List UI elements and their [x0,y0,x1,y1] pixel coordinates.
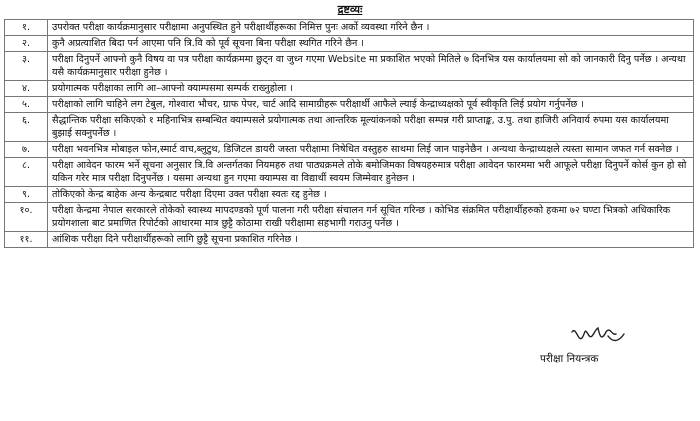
note-text: परीक्षाको लागि चाहिने लग टेबुल, गोश्वारा भौचर, ग्राफ पेपर, चार्ट आदि सामाग्रीहरू परीक्षार्थी आफैले ल्याई केन्द्राध्यक्षको पूर्व स्वीकृति लिई प्रयोग गर्नुपर्नेछ । [48,97,694,113]
note-row [5,113,694,142]
note-row [5,97,694,113]
note-number: ३. [5,52,48,81]
note-row [5,20,694,36]
notes-heading: द्रष्टव्यः [337,3,363,16]
note-number: ५. [5,97,48,113]
note-text: कुनै अप्रत्याशित बिदा पर्न आएमा पनि त्रि.वि को पूर्व सूचना बिना परीक्षा स्थगित गरिने छैन । [48,36,694,52]
note-text: सैद्धान्तिक परीक्षा सकिएको १ महिनाभित्र सम्बन्धित क्याम्पसले प्रयोगात्मक तथा आन्तरिक मूल्यांकनको परीक्षा सम्पन्न गरी प्राप्ताङ्क, उ.पु. तथा हाजिरी अनिवार्य रुपमा यस कार्यालयमा बुझाई सक्नुपर्नेछ । [48,113,694,142]
note-text: परीक्षा आवेदन फारम भर्ने सूचना अनुसार त्रि.वि अन्तर्गतका नियमहरु तथा पाठ्यक्रमले तोके बमोजिमका विषयहरुमात्र परीक्षा आवेदन फारममा भरी आफूले परीक्षा दिनुपर्ने कोर्स कुन हो सो यकिन गरेर मात्र परीक्षा दिनुपर्नेछ । यसमा अन्यथा हुन गएमा क्याम्पस वा विद्यार्थी स्वयम जिम्मेवार हुनेछन । [48,158,694,187]
note-row [5,203,694,232]
note-row [5,187,694,203]
note-text: परीक्षा भवनभित्र मोबाइल फोन,स्मार्ट वाच,ब्लुटुथ, डिजिटल डायरी जस्ता परीक्षामा निषेधित वस्तुहरु साथमा लिई जान पाइनेछैन । अन्यथा केन्द्राध्यक्षले त्यस्ता सामान जफत गर्न सक्नेछ । [48,142,694,158]
note-number: ८. [5,158,48,187]
note-row [5,81,694,97]
note-text: प्रयोगात्मक परीक्षाका लागि आ–आफ्नो क्याम्पसमा सम्पर्क राख्नुहोला । [48,81,694,97]
note-row [5,36,694,52]
note-text: परीक्षा केन्द्रमा नेपाल सरकारले तोकेको स्वास्थ्य मापदण्डको पूर्ण पालना गरी परीक्षा संचालन गर्न सूचित गरिन्छ । कोभिड संक्रमित परीक्षार्थीहरुको हकमा ७२ घण्टा भित्रको अधिकारिक प्रयोगशाला बाट प्रमाणित रिपोर्टको आधारमा मात्र छुट्टै कोठामा राखी परीक्षामा सहभागी गराउनु पर्नेछ । [48,203,694,232]
signatory-title: परीक्षा नियन्त्रक [540,353,599,365]
note-number: ७. [5,142,48,158]
note-row [5,232,694,248]
note-text: उपरोक्त परीक्षा कार्यक्रमानुसार परीक्षामा अनुपस्थित हुने परीक्षार्थीहरूका निमित्त पुनः अर्को व्यवस्था गरिने छैन । [48,20,694,36]
note-text: तोकिएको केन्द्र बाहेक अन्य केन्द्रबाट परीक्षा दिएमा उक्त परीक्षा स्वतः रद्द हुनेछ । [48,187,694,203]
note-row [5,158,694,187]
note-row [5,142,694,158]
note-number: ६. [5,113,48,142]
note-number: ९. [5,187,48,203]
notes-table [4,19,694,248]
note-number: २. [5,36,48,52]
note-number: १. [5,20,48,36]
note-text: आंशिक परीक्षा दिने परीक्षार्थीहरूको लागि छुट्टै सूचना प्रकाशित गरिनेछ । [48,232,694,248]
signature-mark [568,322,628,350]
note-number: ४. [5,81,48,97]
note-row [5,52,694,81]
note-number: १०. [5,203,48,232]
note-number: ११. [5,232,48,248]
note-text: परीक्षा दिनुपर्ने आफ्नो कुनै विषय वा पत्र परीक्षा कार्यक्रममा छुट्न वा जुध्न गएमा Website मा प्रकाशित भएको मितिले ७ दिनभित्र यस कार्यालयमा सो को जानकारी दिनु पर्नेछ । अन्यथा यसै कार्यक्रमानुसार परीक्षा हुनेछ । [48,52,694,81]
